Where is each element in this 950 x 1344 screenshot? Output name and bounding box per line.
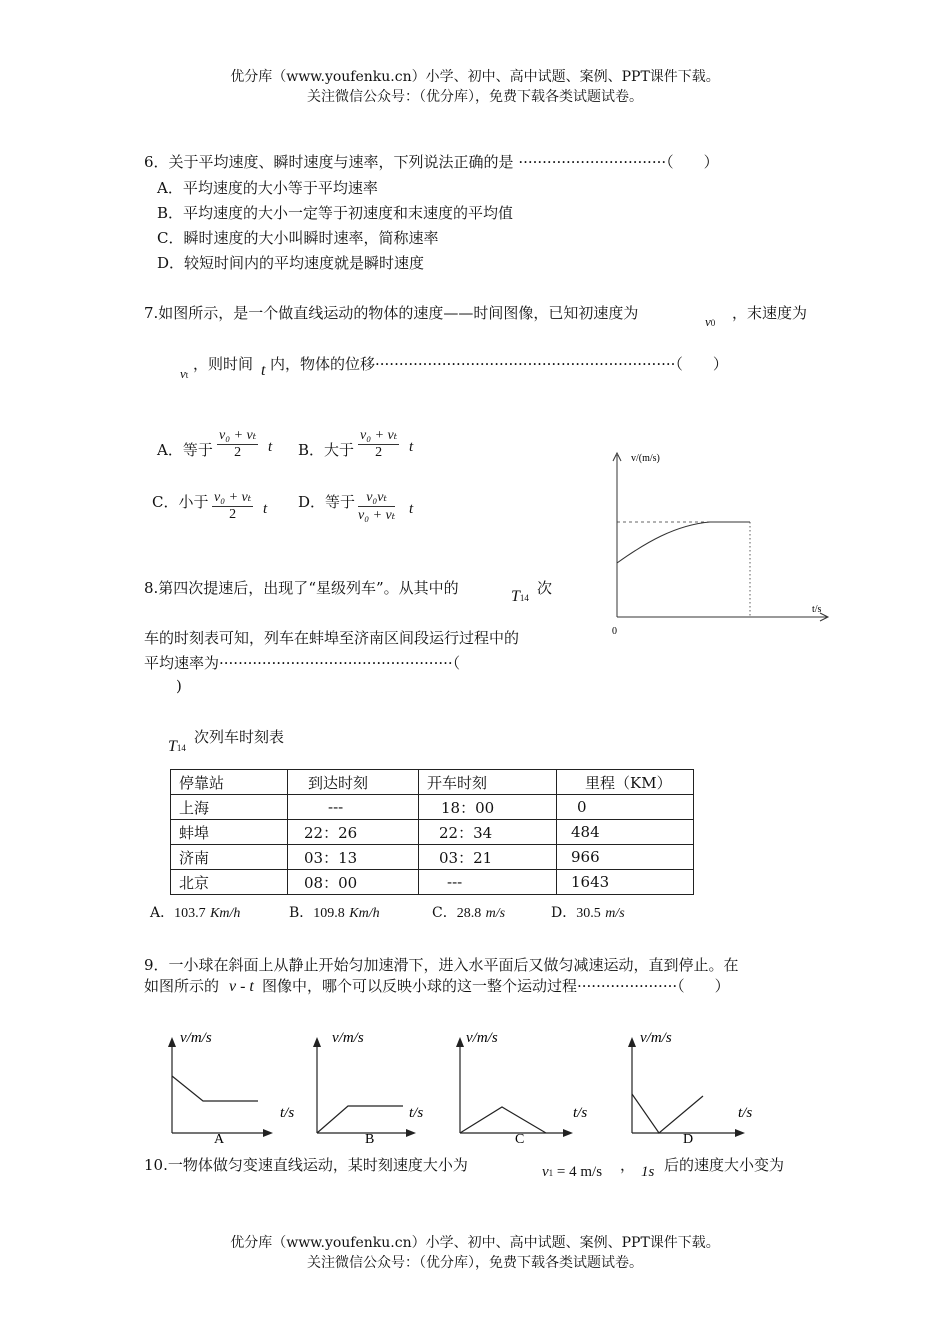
q7-t: t — [261, 362, 266, 379]
table-row — [171, 820, 694, 845]
q9-graph-a — [160, 1024, 305, 1149]
q8-option-a: A．103.7 Km/h — [150, 905, 241, 921]
q9-b-xlabel: t/s — [409, 1105, 424, 1121]
q10-stem-a: 10.一物体做匀变速直线运动，某时刻速度大小为 — [144, 1156, 468, 1174]
table-cell: 济南 — [171, 845, 288, 870]
q9-a-xlabel: t/s — [280, 1105, 295, 1121]
q7-stem-a: 7.如图所示，是一个做直线运动的物体的速度——时间图像，已知初速度为 — [144, 304, 639, 322]
q8-stem-b: 次 — [537, 579, 553, 597]
q9-c-xlabel: t/s — [573, 1105, 588, 1121]
footer-line-2: 关注微信公众号：（优分库），免费下载各类试题试卷。 — [307, 1255, 643, 1271]
q10-time: 1s — [641, 1164, 655, 1180]
q7-ylabel: v/(m/s) — [631, 453, 660, 464]
q7-option-b-t: t — [409, 439, 414, 455]
q7-curve — [617, 522, 750, 563]
q8-stem-a: 8.第四次提速后，出现了“星级列车”。从其中的 — [144, 579, 459, 597]
q9-graph-d — [620, 1024, 770, 1149]
table-cell: 03：13 — [288, 845, 419, 870]
q7-stem-b: ，末速度为 — [732, 304, 808, 322]
table-cell: 08：00 — [288, 870, 419, 895]
table-cell: 22：34 — [419, 820, 557, 845]
table-cell: 966 — [557, 845, 694, 870]
q7-option-c-prefix: C．小于 — [152, 493, 209, 511]
q6-option-d: D．较短时间内的平均速度就是瞬时速度 — [157, 254, 425, 272]
header-line-1: 优分库（www.youfenku.cn）小学、初中、高中试题、案例、PPT课件下载。 — [230, 69, 720, 85]
q8-train: T14 — [511, 588, 529, 605]
q9-d-label: D — [683, 1132, 694, 1147]
q7-option-a-prefix: A．等于 — [157, 441, 213, 459]
q7-option-a-t: t — [268, 439, 273, 455]
q9-b-x-arrow — [406, 1129, 416, 1137]
q7-option-a-fraction: $\frac{\text{v₀ + vₜ}}{2}$ — [219, 428, 257, 460]
q7-option-c-fraction: $\frac{\text{v₀ + vₜ}}{2}$ — [214, 490, 252, 522]
q9-line-1: 9．一小球在斜面上从静止开始匀加速滑下，进入水平面后又做匀减速运动，直到停止。在 — [144, 956, 739, 974]
q9-line-2-a: 如图所示的 — [144, 977, 220, 995]
q9-a-x-arrow — [263, 1129, 273, 1137]
q7-vt: vt — [180, 366, 189, 381]
table-cell: 22：26 — [288, 820, 419, 845]
table-row — [171, 795, 694, 820]
q8-line-3: 平均速率为·················································（ — [144, 654, 461, 672]
q9-vt-var: v - t — [229, 978, 254, 995]
table-cell: 蚌埠 — [171, 820, 288, 845]
q7-option-d-fraction: $\frac{\text{v₀vₜ}}{\text{v₀ + vₜ}}$ — [358, 490, 396, 523]
q7-origin: 0 — [612, 626, 617, 637]
table-cell: 03：21 — [419, 845, 557, 870]
q7-xlabel: t/s — [812, 604, 822, 615]
q9-line-2-b: 图像中，哪个可以反映小球的这一整个运动过程·····················（ ） — [262, 977, 730, 995]
q7-v0: v0 — [705, 314, 716, 329]
q9-b-curve — [317, 1106, 403, 1133]
table-cell: 北京 — [171, 870, 288, 895]
q9-b-ylabel: v/m/s — [332, 1030, 364, 1046]
q7-stem-c: ，则时间 — [193, 355, 254, 373]
table-header-cell: 里程（KM） — [557, 770, 694, 795]
q8-option-b: B．109.8 Km/h — [289, 905, 380, 921]
table-cell: 484 — [557, 820, 694, 845]
q8-timetable — [170, 769, 694, 895]
q7-vt-graph — [600, 445, 840, 645]
q9-d-ylabel: v/m/s — [640, 1030, 672, 1046]
q10-v1: v1 = 4 m/s — [542, 1164, 603, 1180]
q7-option-d-t: t — [409, 501, 414, 517]
q9-b-y-arrow — [313, 1037, 321, 1047]
q8-option-d: D．30.5 m/s — [551, 905, 625, 921]
header-line-2: 关注微信公众号：（优分库），免费下载各类试题试卷。 — [307, 89, 643, 105]
q6-option-c: C．瞬时速度的大小叫瞬时速率，简称速率 — [157, 229, 439, 247]
table-row — [171, 845, 694, 870]
q8-table-title: 次列车时刻表 — [194, 728, 285, 746]
q9-a-curve — [172, 1076, 258, 1101]
table-cell: --- — [288, 795, 419, 820]
table-header-cell: 开车时刻 — [419, 770, 557, 795]
q9-d-y-arrow — [628, 1037, 636, 1047]
table-cell: 0 — [557, 795, 694, 820]
q9-a-y-arrow — [168, 1037, 176, 1047]
q7-option-b-fraction: $\frac{\text{v₀ + vₜ}}{2}$ — [360, 428, 398, 460]
table-cell: --- — [419, 870, 557, 895]
q8-line-4: ) — [176, 677, 182, 695]
q9-graph-c — [448, 1024, 598, 1149]
q9-d-x-arrow — [735, 1129, 745, 1137]
q9-d-curve — [632, 1094, 703, 1133]
q9-c-label: C — [515, 1132, 525, 1147]
table-cell: 上海 — [171, 795, 288, 820]
q8-table-train: T14 — [168, 738, 186, 755]
q9-c-curve — [460, 1107, 546, 1133]
q6-option-a: A．平均速度的大小等于平均速率 — [157, 179, 378, 197]
q7-stem-d: 内，物体的位移·······························································（ ） — [270, 355, 728, 373]
q9-b-label: B — [365, 1132, 375, 1147]
table-header-cell: 停靠站 — [171, 770, 288, 795]
table-row — [171, 870, 694, 895]
q6-stem: 6．关于平均速度、瞬时速度与速率，下列说法正确的是 ·······························（ ） — [144, 153, 719, 171]
q8-line-2: 车的时刻表可知，列车在蚌埠至济南区间段运行过程中的 — [144, 629, 520, 647]
q9-graph-b — [305, 1024, 450, 1149]
q9-a-label: A — [214, 1132, 225, 1147]
q8-option-c: C．28.8 m/s — [432, 905, 506, 921]
q9-d-xlabel: t/s — [738, 1105, 753, 1121]
q9-c-x-arrow — [563, 1129, 573, 1137]
table-header-cell: 到达时刻 — [288, 770, 419, 795]
table-cell: 1643 — [557, 870, 694, 895]
q10-comma: ， — [620, 1156, 636, 1174]
q7-option-d-prefix: D．等于 — [298, 493, 356, 511]
q6-option-b: B．平均速度的大小一定等于初速度和末速度的平均值 — [157, 204, 514, 222]
q9-c-ylabel: v/m/s — [466, 1030, 498, 1046]
table-cell: 18：00 — [419, 795, 557, 820]
footer-line-1: 优分库（www.youfenku.cn）小学、初中、高中试题、案例、PPT课件下载。 — [230, 1235, 720, 1251]
q10-stem-b: 后的速度大小变为 — [664, 1156, 785, 1174]
q9-c-y-arrow — [456, 1037, 464, 1047]
q9-a-ylabel: v/m/s — [180, 1030, 212, 1046]
table-header-row — [171, 770, 694, 795]
q7-option-b-prefix: B．大于 — [298, 441, 355, 459]
q7-option-c-t: t — [263, 501, 268, 517]
